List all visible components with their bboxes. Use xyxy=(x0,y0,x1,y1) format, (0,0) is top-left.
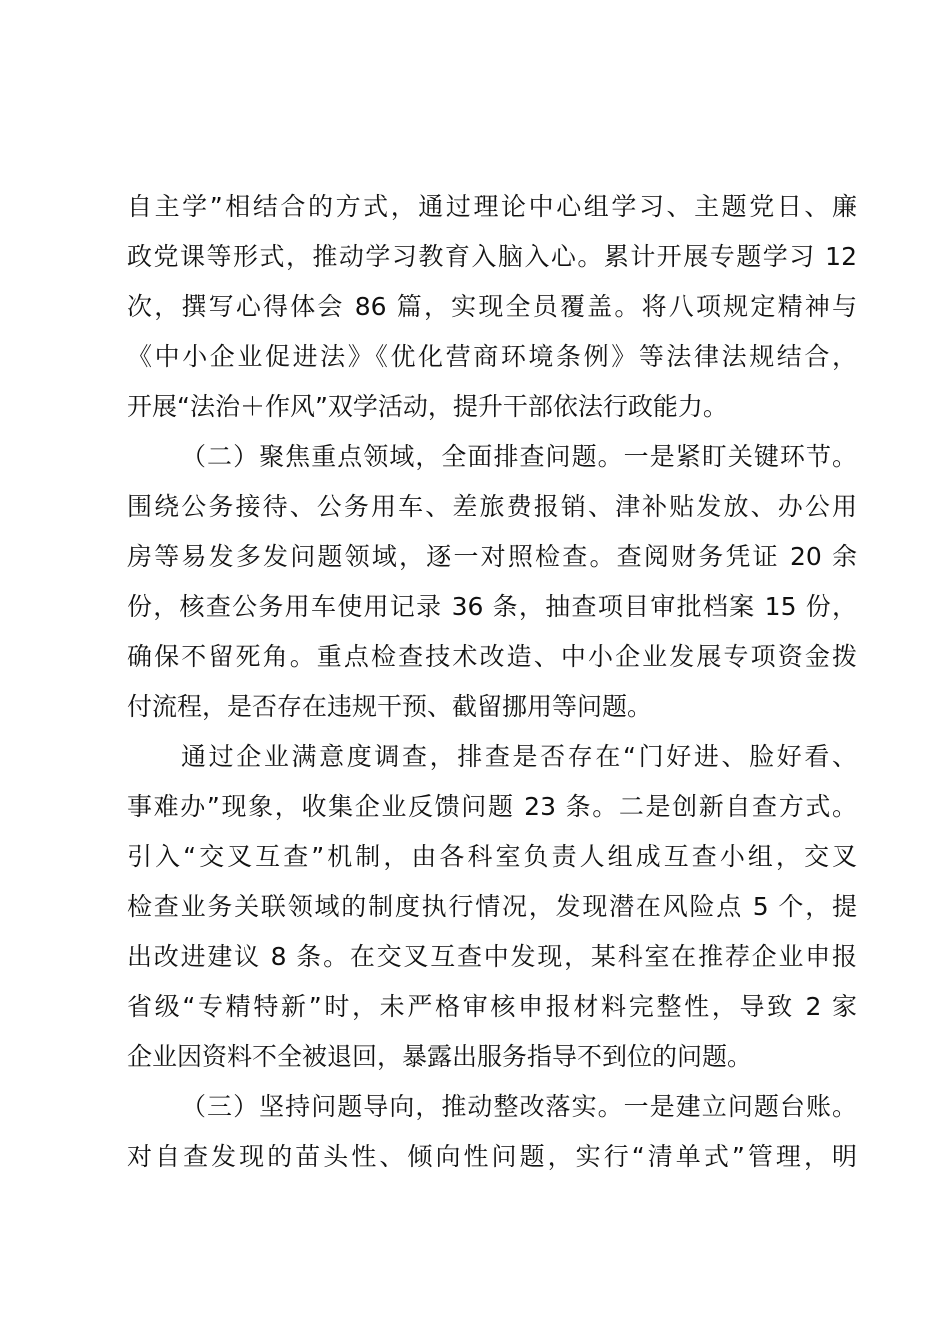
text-line: 检查业务关联领域的制度执行情况，发现潜在风险点 5 个，提 xyxy=(127,892,857,921)
text-line: 企业因资料不全被退回，暴露出服务指导不到位的问题。 xyxy=(127,1042,753,1071)
text-line: 开展“法治＋作风”双学活动，提升干部依法行政能力。 xyxy=(127,392,728,421)
paragraph-first-line: 通过企业满意度调查，排查是否存在“门好进、脸好看、 xyxy=(181,742,857,771)
text-line: 确保不留死角。重点检查技术改造、中小企业发展专项资金拨 xyxy=(127,642,857,671)
text-line: 围绕公务接待、公务用车、差旅费报销、津补贴发放、办公用 xyxy=(127,492,857,521)
text-line: 政党课等形式，推动学习教育入脑入心。累计开展专题学习 12 xyxy=(127,242,857,271)
text-line: 份，核查公务用车使用记录 36 条，抽查项目审批档案 15 份， xyxy=(127,592,857,621)
text-line: 省级“专精特新”时，未严格审核申报材料完整性，导致 2 家 xyxy=(127,992,857,1021)
text-line: 对自查发现的苗头性、倾向性问题，实行“清单式”管理，明 xyxy=(127,1142,857,1171)
section-heading-line: （二）聚焦重点领域，全面排查问题。一是紧盯关键环节。 xyxy=(181,442,857,471)
text-line: 出改进建议 8 条。在交叉互查中发现，某科室在推荐企业申报 xyxy=(127,942,857,971)
section-heading-line: （三）坚持问题导向，推动整改落实。一是建立问题台账。 xyxy=(181,1092,857,1121)
text-line: 《中小企业促进法》《优化营商环境条例》等法律法规结合， xyxy=(127,342,857,371)
text-line: 自主学”相结合的方式，通过理论中心组学习、主题党日、廉 xyxy=(127,192,857,221)
text-line: 引入“交叉互查”机制，由各科室负责人组成互查小组，交叉 xyxy=(127,842,857,871)
text-line: 次，撰写心得体会 86 篇，实现全员覆盖。将八项规定精神与 xyxy=(127,292,857,321)
document-body xyxy=(127,182,857,1182)
text-line: 付流程，是否存在违规干预、截留挪用等问题。 xyxy=(127,692,653,721)
text-line: 房等易发多发问题领域，逐一对照检查。查阅财务凭证 20 余 xyxy=(127,542,857,571)
text-line: 事难办”现象，收集企业反馈问题 23 条。二是创新自查方式。 xyxy=(127,792,857,821)
